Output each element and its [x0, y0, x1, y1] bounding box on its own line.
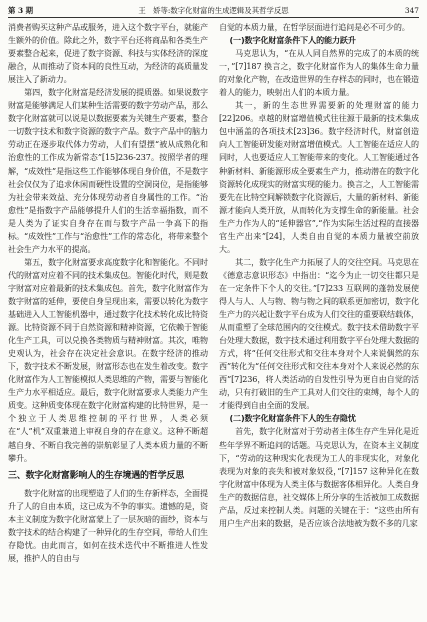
paragraph: 其一，新的生态世界需要新的处理财富的能力[22]206。卓越的财富增值模式往往源于最新的技术集成包中涵盖的各项技术[23]36。数字经济时代，财富创造向人工智能研发能对财富增值模式。人工智能在适应人的同时，人也要适应人工智能带来的变化。人工智能通过各种新材料、新能源形成全要素生产力，推动潜在的数字化资源转化成现实的财富实现的能力。换言之，人工智能需要先在比特空间解锁数字化资源后，大量的新材料、新能源才能向人类开放，从而转化为支撑生命的新能量。社会生产力作为人的“延伸器官”,“作为实际生活过程的直接器官生产出来”[24]，人类自由自觉的本质力量被空前放大。: [219, 101, 419, 254]
subsection-heading: (一)数字化财富条件下人的能力跃升: [229, 36, 356, 46]
section-heading: 三、数字化财富影响人的生存境遇的哲学反思: [8, 470, 185, 481]
paragraph: 第四，数字化财富是经济发展的提质器。如果说数字财富是能够满足人们某种生活需要的数字劳动产品，那么数字化财富就可以说是以数据要素为关键生产要素，整合一切数字技术和数字资源的数字产品。数字产品中的脑力劳动正在逐步取代体力劳动，人们有望摆“被从成熟化和治愈性的工作成为新常态”[15]236-237。按照学者的理解，“成效性”是指这些工作能够体现自身价值，不是数字社会仅仅为了追求休闲而硬性设置的空洞岗位，是指能够为社会带来效益、充分体现劳动者自身属性的工作。“治愈性”是指数字产品能够提升人们的生活幸福指数，而不是人类为了证实自身存在而与数字产品一争高下的指标。“成效性”工作与“治愈性”工作的常态化，将带来整个社会生产力水平的提高。: [8, 88, 208, 254]
issue-label: 第 3 期: [8, 6, 34, 15]
running-title: 王 娇等:数字化财富的生成逻辑及其哲学反思: [138, 6, 289, 15]
paragraph: 消费者购买这种产品或服务，进入这个数字平台，就能产生额外的价值。除此之外，数字平台还将商品和各类生产要素整合起来，促进了数字资源、科技与实体经济的深度融合，从而推动了资本间的良性互动，为经济的高质量发展注入了新动力。: [8, 23, 208, 85]
paragraph: 马克思认为，“在从人同自然界的完成了的本质的统一，”[7]187 换言之，数字化财富作为人的集体生命力量的对象化产物，在改造世界的生存样态的同时，也在锻造着人的能力，映射出人们的本质力量。: [219, 49, 419, 98]
paragraph: 其二，数字化生产力拓展了人的交往空间。马克思在《德意志意识形态》中指出：“迄今为止一切交往都只是在一定条件下个人的交往。”[7]233 互联网的蓬勃发展使得人与人、人与物、物与物之间的联系更加密切，数字化生产力的兴起让数字平台成为人们交往的重要联结载体，从而重塑了全球范围内的交往模式。数字技术借助数字平台处理大数据，数字技术通过利用数字平台处理大数据的方式，将“任何交往形式和交往本身对个人来说偶然的东西”转化为“任何交往形式和交往本身对个人来说必然的东西”[7]236，将人类活动的自发性引导为更自由自觉的活动，只有打破旧的生产工具对人们交往的束缚，每个人的才能得到自由全面的发展。: [219, 257, 419, 411]
right-column: [219, 21, 419, 618]
paragraph: 首先，数字化财富对于劳动者主体生存产生异化是近些年学界不断追问的话题。马克思认为，在资本主义制度下，“劳动的这种现实化表现为工人的非现实化，对象化表现为对象的丧失和被对象奴役，”[7]157 这种异化在数字化财富中体现为人类主体与数据客体相异化。人类自身生产的数据信息，社交媒体上所分享的生活被加工成数据产品，反过来控制人类。问题的关键在于：“这些由所有用户生产出来的数据，是否应该合法地被为数不多的几家: [219, 427, 419, 528]
paragraph: 第五，数字化财富要求高度数字化和智能化。不同时代的财富对应着不同的技术集成包。智能化时代，则是数字财富对应着最新的技术集成包。首先，数字化财富作为数字财富的延伸，要使自身呈现出来，需要以转化为数字基础进入人工智能机器中，通过数字化技术转化成比特资源。比特资源不同于自然资源和精神资源，它依赖于智能化生产工具，可以兑换各类物质与精神财富。其次，唯物史观认为，社会存在决定社会意识。在数字经济的推动下，数字技术不断发展，财富形态也在发生着改变。数字化财富作为人工智能模拟人类思维的产物，需要与智能化生产力水平相适应。最后，数字化财富要求人类能力产生质变。这种质变体现在数字化财富构建的比特世界，是一个独立于人类思维控制的平行世界，人类必须在“人”机”双重兼道上审视自身的存在意义。这种不断超越自身、不断自我完善的崇航彰显了人类本质力量的不断攀升。: [8, 257, 208, 463]
page-number: 347: [404, 6, 419, 15]
running-header: [8, 4, 419, 18]
paragraph: 数字化财富的出现塑造了人们的生存新样态，全面提升了人的自由本质，这已成为不争的事实。遗憾的是，资本主义制度为数字化财富蒙上了一层灰暗的面纱，资本与数字技术的结合构建了一种异化的生存空间，带给人们生存隐忧。由此而言，如何在技术迭代中不断推进人性发展，推护人的自由与: [8, 488, 208, 563]
subsection-heading: (二)数字化财富条件下人的生存隐忧: [229, 414, 356, 424]
paragraph: 自觉的本质力量，在哲学层面进行追问是必不可少的。: [219, 23, 410, 32]
left-column: [8, 21, 208, 618]
